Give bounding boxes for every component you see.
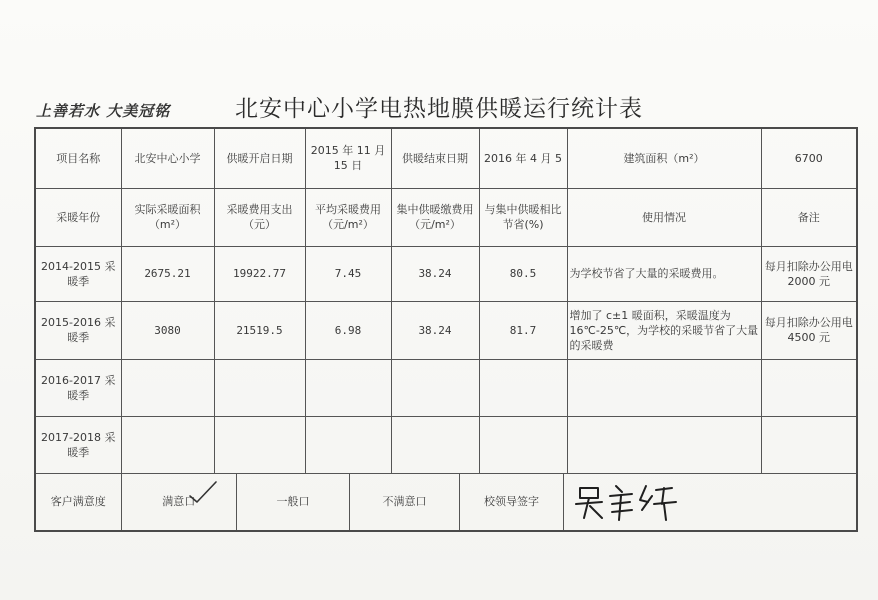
table-row — [35, 416, 857, 473]
project-label: 项目名称 — [35, 128, 121, 188]
column-header-usage: 使用情况 — [567, 188, 761, 246]
saving-cell: 80.5 — [479, 246, 567, 301]
area-label: 建筑面积（m²） — [567, 128, 761, 188]
column-header-season: 采暖年份 — [35, 188, 121, 246]
cost-cell — [214, 416, 305, 473]
option-satisfied[interactable] — [122, 474, 237, 530]
average-cell: 6.98 — [305, 301, 391, 359]
info-row — [35, 128, 857, 188]
area-cell — [121, 416, 214, 473]
option-general-label: 一般口 — [276, 495, 310, 508]
start-date-value: 2015 年 11 月 15 日 — [305, 128, 391, 188]
season-cell: 2017-2018 采暖季 — [35, 416, 121, 473]
cost-cell: 19922.77 — [214, 246, 305, 301]
saving-cell: 81.7 — [479, 301, 567, 359]
table-row — [35, 301, 857, 359]
central-cell: 38.24 — [391, 246, 479, 301]
heating-statistics-table — [34, 127, 858, 532]
central-cell — [391, 359, 479, 416]
average-cell — [305, 359, 391, 416]
average-cell: 7.45 — [305, 246, 391, 301]
option-general[interactable] — [237, 474, 350, 530]
end-date-value: 2016 年 4 月 5 — [479, 128, 567, 188]
project-value: 北安中心小学 — [121, 128, 214, 188]
note-cell — [761, 416, 857, 473]
handwritten-signature — [572, 480, 682, 524]
start-date-label: 供暖开启日期 — [214, 128, 305, 188]
option-satisfied-label: 满意口 — [162, 495, 196, 508]
page-title: 北安中心小学电热地膜供暖运行统计表 — [235, 96, 643, 122]
table-row — [35, 359, 857, 416]
area-cell — [121, 359, 214, 416]
cost-cell: 21519.5 — [214, 301, 305, 359]
column-header-central: 集中供暖缴费用（元/m²） — [391, 188, 479, 246]
note-cell: 每月扣除办公用电 4500 元 — [761, 301, 857, 359]
central-cell: 38.24 — [391, 301, 479, 359]
column-header-average: 平均采暖费用（元/m²） — [305, 188, 391, 246]
season-cell: 2016-2017 采暖季 — [35, 359, 121, 416]
signature-area — [564, 474, 858, 530]
satisfaction-row — [35, 473, 857, 531]
area-cell: 2675.21 — [121, 246, 214, 301]
signature-label: 校领导签字 — [460, 474, 564, 530]
area-value: 6700 — [761, 128, 857, 188]
saving-cell — [479, 359, 567, 416]
checkmark-icon — [188, 480, 218, 506]
column-header-note: 备注 — [761, 188, 857, 246]
option-unsatisfied-label: 不满意口 — [382, 495, 427, 508]
usage-cell — [567, 359, 761, 416]
area-cell: 3080 — [121, 301, 214, 359]
satisfaction-options — [121, 473, 857, 531]
season-cell: 2014-2015 采暖季 — [35, 246, 121, 301]
motto: 上善若水 大美冠铭 — [36, 102, 171, 120]
header-row — [35, 188, 857, 246]
end-date-label: 供暖结束日期 — [391, 128, 479, 188]
column-header-area: 实际采暖面积（m²） — [121, 188, 214, 246]
average-cell — [305, 416, 391, 473]
note-cell: 每月扣除办公用电 2000 元 — [761, 246, 857, 301]
usage-cell — [567, 416, 761, 473]
cost-cell — [214, 359, 305, 416]
note-cell — [761, 359, 857, 416]
table-row — [35, 246, 857, 301]
column-header-cost: 采暖费用支出（元） — [214, 188, 305, 246]
usage-cell: 增加了 c±1 暖面积，采暖温度为 16℃-25℃，为学校的采暖节省了大量的采暖费 — [567, 301, 761, 359]
season-cell: 2015-2016 采暖季 — [35, 301, 121, 359]
usage-cell: 为学校节省了大量的采暖费用。 — [567, 246, 761, 301]
central-cell — [391, 416, 479, 473]
option-unsatisfied[interactable] — [350, 474, 460, 530]
column-header-saving: 与集中供暖相比节省(%) — [479, 188, 567, 246]
satisfaction-label: 客户满意度 — [35, 473, 121, 531]
saving-cell — [479, 416, 567, 473]
